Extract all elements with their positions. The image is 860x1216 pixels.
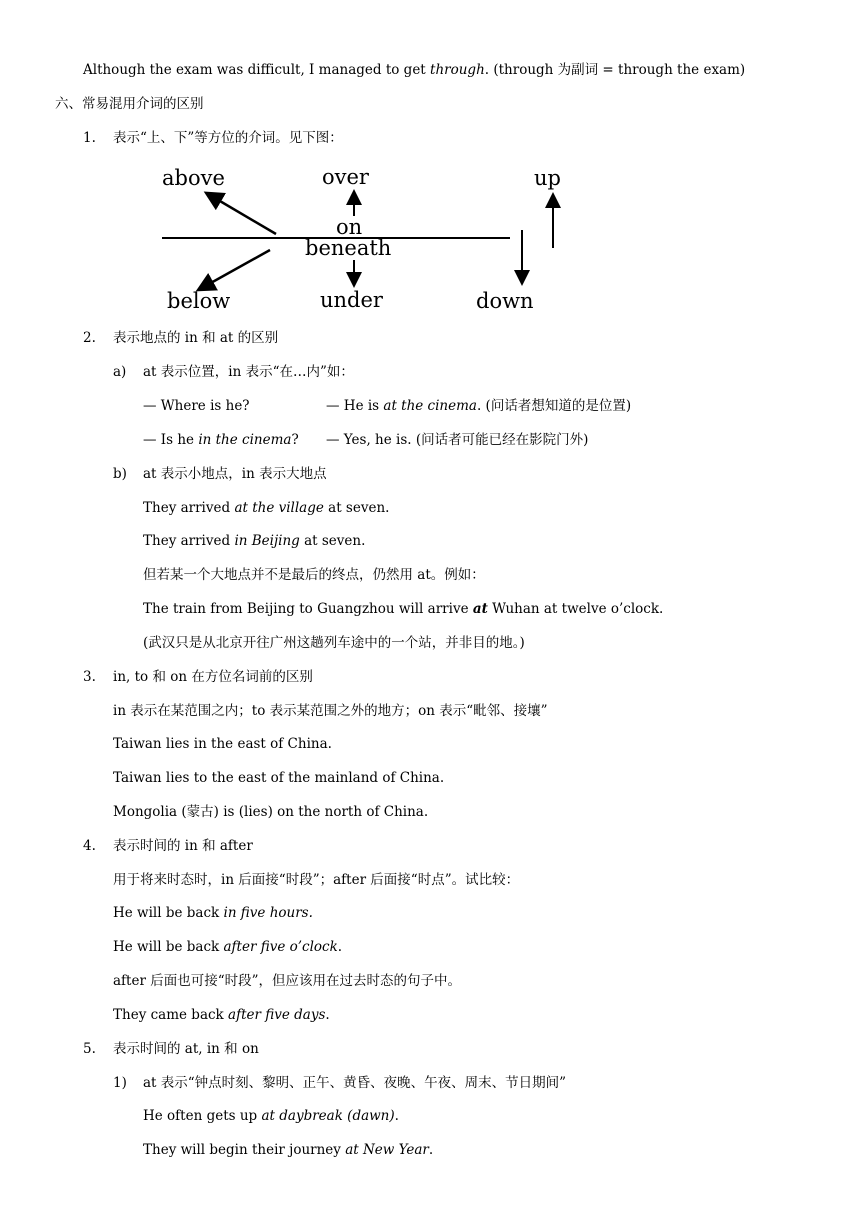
example-sentence: He often gets up at daybreak (dawn). [143,1108,399,1124]
item-title: 表示时间的 in 和 after [113,838,253,854]
description: in 表示在某范围之内；to 表示某范围之外的地方；on 表示“毗邻、接壤” [113,703,548,719]
sub-label: a) [113,364,127,380]
label-up: up [534,166,561,190]
example-sentence: The train from Beijing to Guangzhou will arrive at Wuhan at twelve o’clock. [143,601,664,617]
arrow-above [208,194,276,234]
item-number: 5. [83,1041,96,1057]
item-number: 4. [83,838,96,854]
label-above: above [162,166,225,190]
sub-title: at 表示小地点，in 表示大地点 [143,466,327,482]
label-below: below [167,289,231,312]
label-on: on [336,215,363,239]
item-number: 2. [83,330,96,346]
arrow-below [200,250,270,289]
note: after 后面也可接“时段”，但应该用在过去时态的句子中。 [113,973,462,989]
description: 用于将来时态时，in 后面接“时段”；after 后面接“时点”。试比较： [113,872,520,888]
example-sentence: He will be back in five hours. [113,905,313,921]
label-down: down [476,289,534,312]
item-number: 3. [83,669,96,685]
note: (武汉只是从北京开往广州这趟列车途中的一个站，并非目的地。) [143,635,525,651]
item-title: 表示“上、下”等方位的介词。见下图： [113,130,343,146]
dialogue-question: — Is he in the cinema? [143,432,299,448]
dialogue-answer: — He is at the cinema. (问话者想知道的是位置) [326,398,632,414]
dialogue-answer: — Yes, he is. (问话者可能已经在影院门外) [326,432,589,448]
label-over: over [322,165,369,189]
example-sentence: They will begin their journey at New Year. [143,1142,434,1158]
preposition-diagram [150,162,590,312]
sub-title: at 表示“钟点时刻、黎明、正午、黄昏、夜晚、午夜、周末、节日期间” [143,1075,567,1091]
example-sentence: Taiwan lies in the east of China. [113,736,332,752]
example-sentence: They arrived in Beijing at seven. [143,533,366,549]
sub-label: 1) [113,1075,127,1091]
sub-label: b) [113,466,127,482]
example-sentence: Mongolia (蒙古) is (lies) on the north of China. [113,804,429,820]
example-sentence: Taiwan lies to the east of the mainland of China. [113,770,445,786]
intro-sentence: Although the exam was difficult, I managed to get through. (through 为副词 = through the exam) [83,62,746,78]
dialogue-question: — Where is he? [143,398,250,414]
example-sentence: He will be back after five o’clock. [113,939,343,955]
item-title: in, to 和 on 在方位名词前的区别 [113,669,313,685]
note: 但若某一个大地点并不是最后的终点，仍然用 at。例如： [143,567,485,583]
example-sentence: They came back after five days. [113,1007,330,1023]
item-title: 表示时间的 at, in 和 on [113,1041,259,1057]
label-beneath: beneath [305,236,392,260]
item-title: 表示地点的 in 和 at 的区别 [113,330,279,346]
item-number: 1. [83,130,96,146]
sub-title: at 表示位置，in 表示“在…内”如： [143,364,354,380]
label-under: under [320,288,383,312]
section-heading: 六、常易混用介词的区别 [55,96,204,112]
example-sentence: They arrived at the village at seven. [143,500,390,516]
